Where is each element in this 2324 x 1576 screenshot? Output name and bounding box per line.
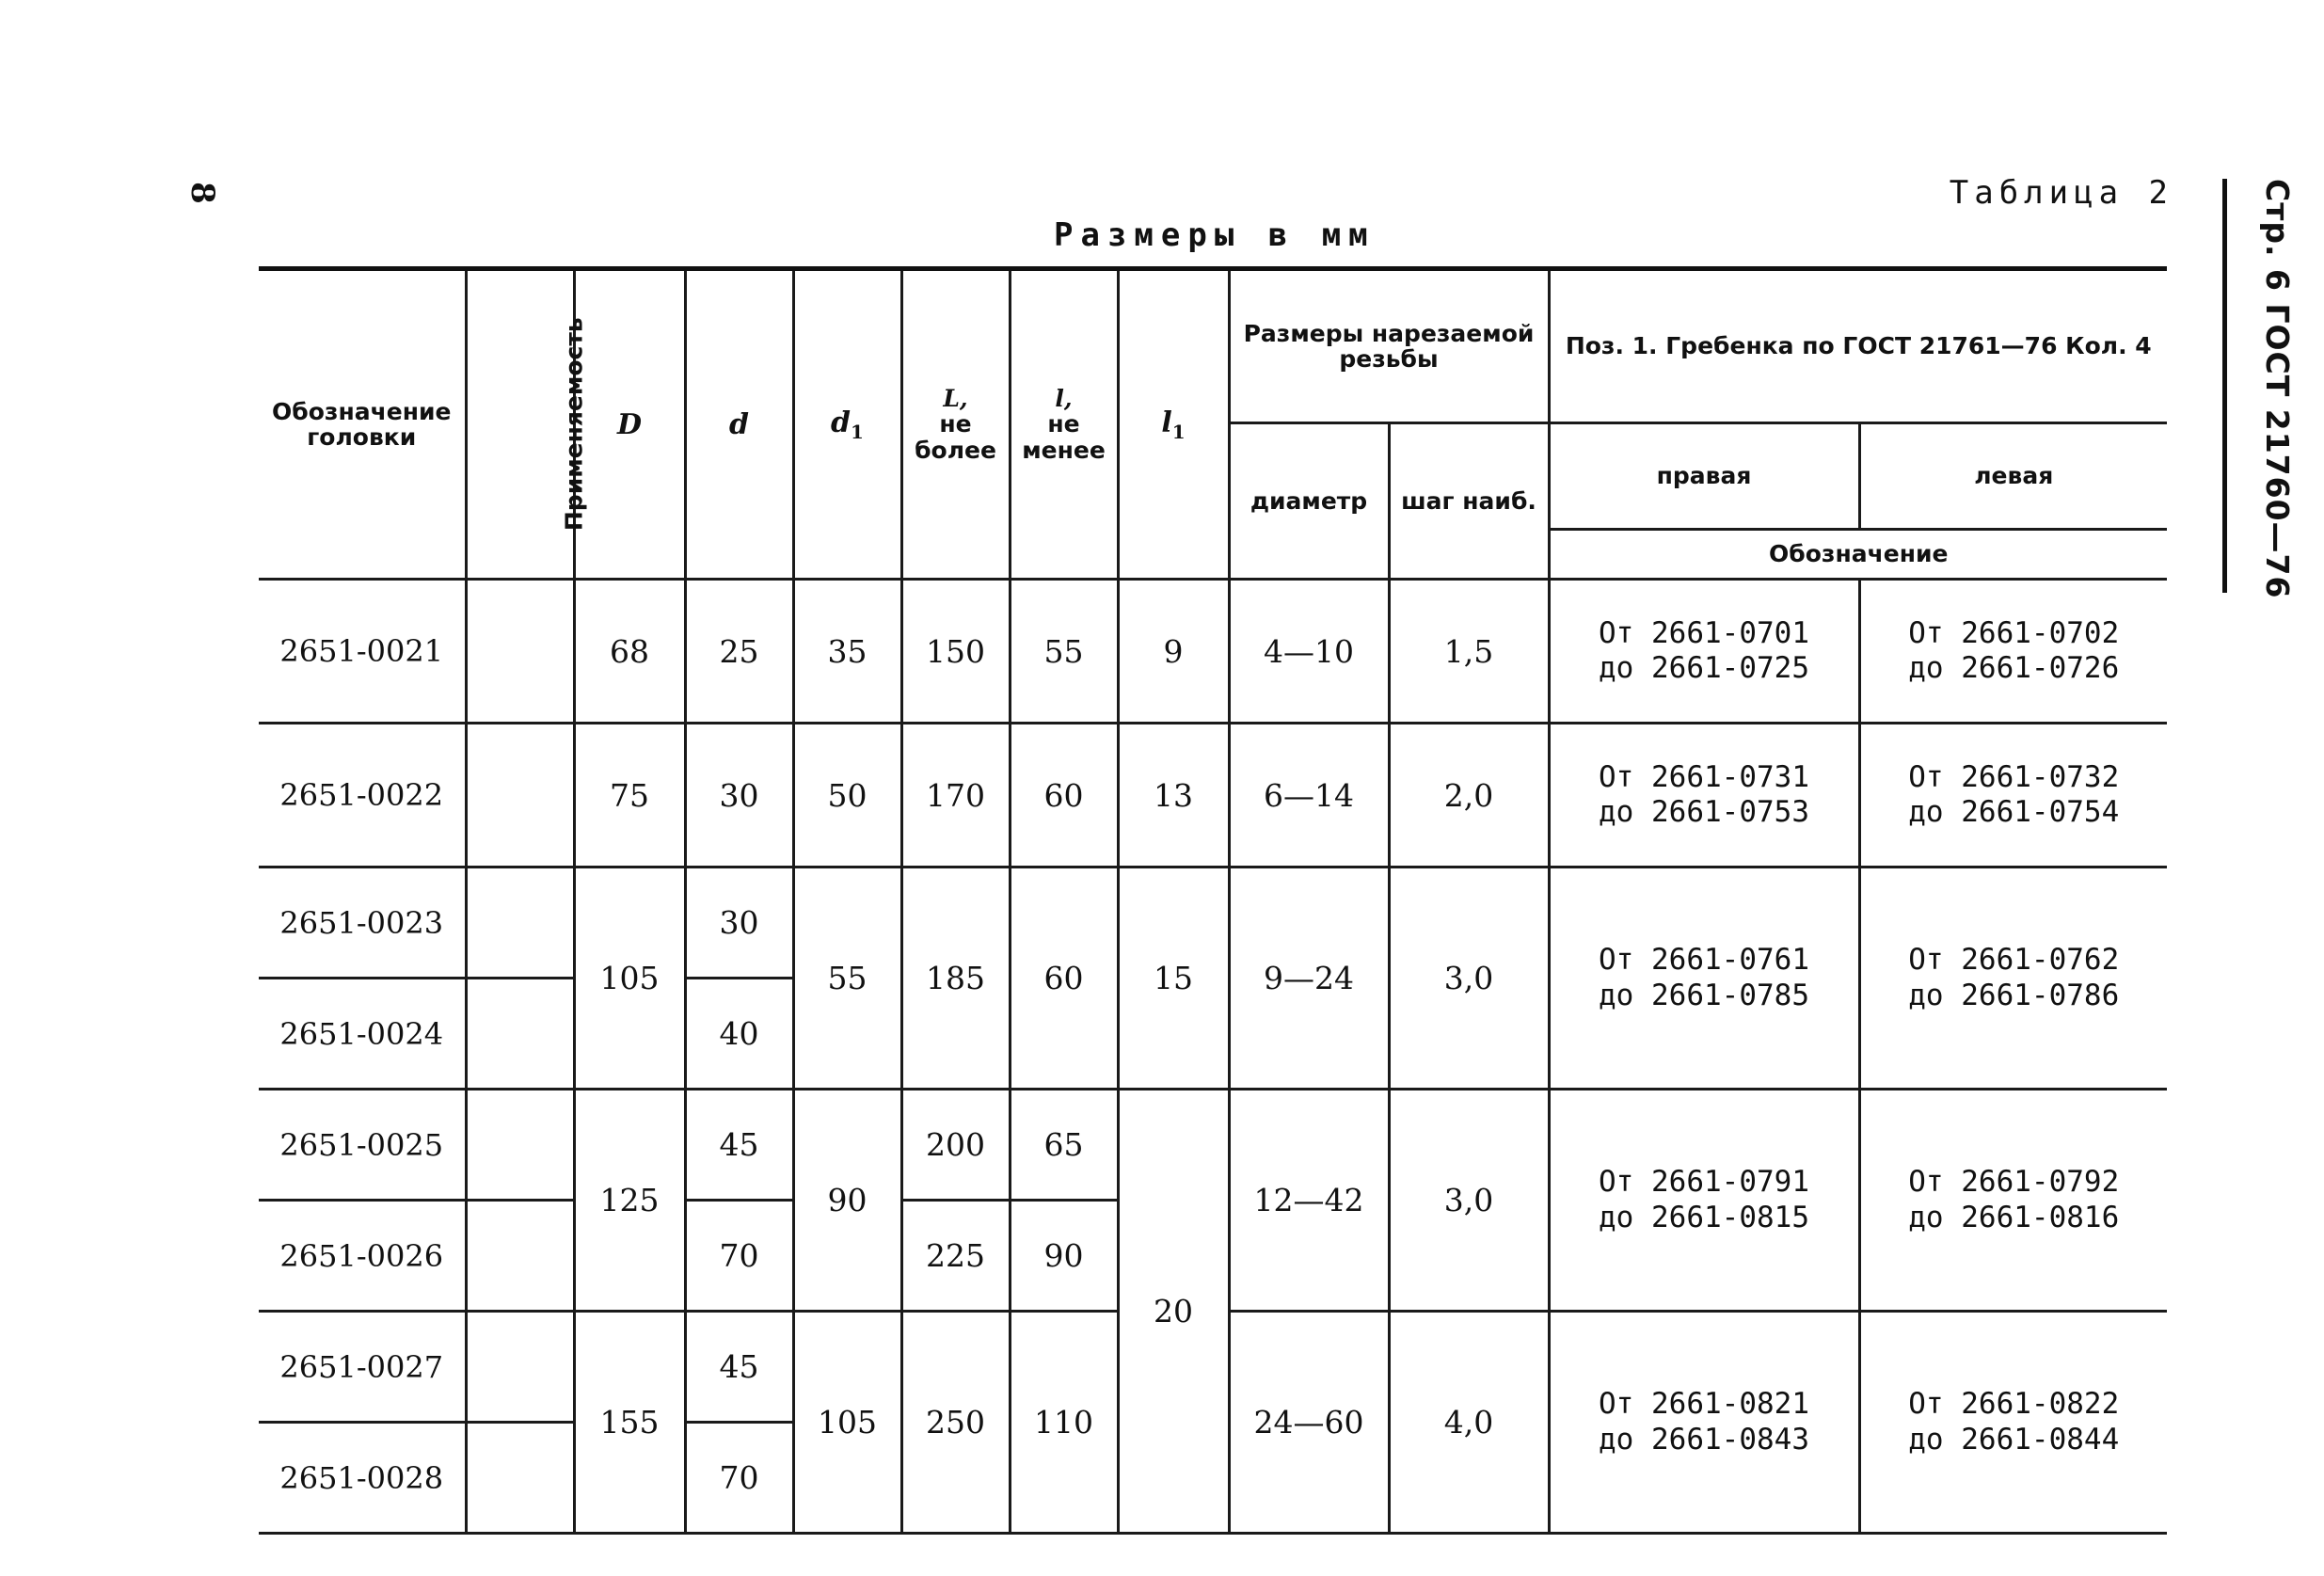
applicability-cell (466, 580, 574, 724)
header-thread-group: Размеры нарезаемой резьбы (1229, 269, 1549, 423)
L-cell: 250 (901, 1312, 1010, 1534)
designation-cell: 2651-0024 (259, 979, 466, 1090)
right-range-cell: От 2661-0731 до 2661-0753 (1549, 724, 1859, 868)
d-cell: 70 (685, 1201, 793, 1312)
header-L-symbol: L, (943, 384, 968, 412)
d1-cell: 50 (793, 724, 901, 868)
right-range-cell: От 2661-0701 до 2661-0725 (1549, 580, 1859, 724)
l1-cell: 9 (1118, 580, 1229, 724)
d-cell: 70 (685, 1423, 793, 1534)
designation-cell: 2651-0025 (259, 1090, 466, 1201)
designation-cell: 2651-0028 (259, 1423, 466, 1534)
side-header-rule (2222, 179, 2227, 593)
step-cell: 4,0 (1389, 1312, 1549, 1534)
l-cell: 60 (1010, 724, 1118, 868)
table-row (259, 580, 2167, 724)
step-cell: 2,0 (1389, 724, 1549, 868)
L-cell: 150 (901, 580, 1010, 724)
header-L (901, 269, 1010, 580)
l1-cell: 13 (1118, 724, 1229, 868)
designation-cell: 2651-0027 (259, 1312, 466, 1423)
L-cell: 225 (901, 1201, 1010, 1312)
header-applicability-text: Применяемость (560, 317, 588, 532)
diameter-cell: 6—14 (1229, 724, 1389, 868)
designation-cell: 2651-0021 (259, 580, 466, 724)
header-applicability (466, 269, 588, 580)
D-cell: 155 (574, 1312, 685, 1534)
applicability-cell (466, 1312, 574, 1423)
header-designation: Обозначение головки (259, 269, 466, 580)
l-cell: 110 (1010, 1312, 1118, 1534)
applicability-cell (466, 1090, 574, 1201)
d1-cell: 55 (793, 868, 901, 1090)
d-cell: 45 (685, 1312, 793, 1423)
header-d1-sub: 1 (851, 420, 864, 443)
l1-cell: 15 (1118, 868, 1229, 1090)
header-right: правая (1549, 423, 1859, 530)
header-comb-group: Поз. 1. Гребенка по ГОСТ 21761—76 Кол. 4 (1549, 269, 2167, 423)
D-cell: 105 (574, 868, 685, 1090)
header-d: d (685, 269, 793, 580)
table-label: Таблица 2 (1949, 174, 2173, 212)
table-row (259, 868, 2167, 979)
diameter-cell: 9—24 (1229, 868, 1389, 1090)
applicability-cell (466, 868, 574, 979)
side-header (2221, 169, 2315, 602)
table-row (259, 724, 2167, 868)
designation-cell: 2651-0026 (259, 1201, 466, 1312)
header-left: левая (1859, 423, 2167, 530)
l-cell: 60 (1010, 868, 1118, 1090)
step-cell: 3,0 (1389, 868, 1549, 1090)
header-l1-sub: 1 (1171, 420, 1186, 443)
applicability-cell (466, 724, 574, 868)
header-d1 (793, 269, 901, 580)
l-cell: 65 (1010, 1090, 1118, 1201)
left-range-cell: От 2661-0792 до 2661-0816 (1859, 1090, 2167, 1312)
header-designation-sub: Обозначение (1549, 530, 2167, 580)
d1-cell: 105 (793, 1312, 901, 1534)
header-l (1010, 269, 1118, 580)
D-cell: 68 (574, 580, 685, 724)
left-range-cell: От 2661-0762 до 2661-0786 (1859, 868, 2167, 1090)
designation-cell: 2651-0022 (259, 724, 466, 868)
d-cell: 30 (685, 868, 793, 979)
right-range-cell: От 2661-0791 до 2661-0815 (1549, 1090, 1859, 1312)
d1-cell: 90 (793, 1090, 901, 1312)
l-cell: 90 (1010, 1201, 1118, 1312)
L-cell: 200 (901, 1090, 1010, 1201)
d-cell: 30 (685, 724, 793, 868)
header-l-note: не менее (1022, 410, 1106, 464)
diameter-cell: 12—42 (1229, 1090, 1389, 1312)
left-range-cell: От 2661-0822 до 2661-0844 (1859, 1312, 2167, 1534)
d1-cell: 35 (793, 580, 901, 724)
l-cell: 55 (1010, 580, 1118, 724)
header-step: шаг наиб. (1389, 423, 1549, 580)
d-cell: 45 (685, 1090, 793, 1201)
D-cell: 125 (574, 1090, 685, 1312)
header-D: D (574, 269, 685, 580)
d-cell: 40 (685, 979, 793, 1090)
D-cell: 75 (574, 724, 685, 868)
header-l-symbol: l, (1055, 384, 1073, 412)
header-l1-base: l (1161, 406, 1172, 439)
L-cell: 170 (901, 724, 1010, 868)
table-row (259, 1090, 2167, 1201)
applicability-cell (466, 1201, 574, 1312)
L-cell: 185 (901, 868, 1010, 1090)
left-range-cell: От 2661-0702 до 2661-0726 (1859, 580, 2167, 724)
side-header-text: Стр. 6 ГОСТ 21760—76 (2259, 179, 2296, 599)
header-d1-base: d (831, 406, 852, 439)
header-L-note: не более (915, 410, 996, 464)
designation-cell: 2651-0023 (259, 868, 466, 979)
l1-cell: 20 (1118, 1090, 1229, 1534)
units-caption: Размеры в мм (1054, 216, 1376, 254)
header-diameter: диаметр (1229, 423, 1389, 580)
applicability-cell (466, 1423, 574, 1534)
step-cell: 3,0 (1389, 1090, 1549, 1312)
page-number: 8 (183, 182, 221, 204)
header-l1 (1118, 269, 1229, 580)
diameter-cell: 24—60 (1229, 1312, 1389, 1534)
diameter-cell: 4—10 (1229, 580, 1389, 724)
right-range-cell: От 2661-0761 до 2661-0785 (1549, 868, 1859, 1090)
d-cell: 25 (685, 580, 793, 724)
left-range-cell: От 2661-0732 до 2661-0754 (1859, 724, 2167, 868)
step-cell: 1,5 (1389, 580, 1549, 724)
applicability-cell (466, 979, 574, 1090)
right-range-cell: От 2661-0821 до 2661-0843 (1549, 1312, 1859, 1534)
dimensions-table (259, 266, 2167, 1535)
